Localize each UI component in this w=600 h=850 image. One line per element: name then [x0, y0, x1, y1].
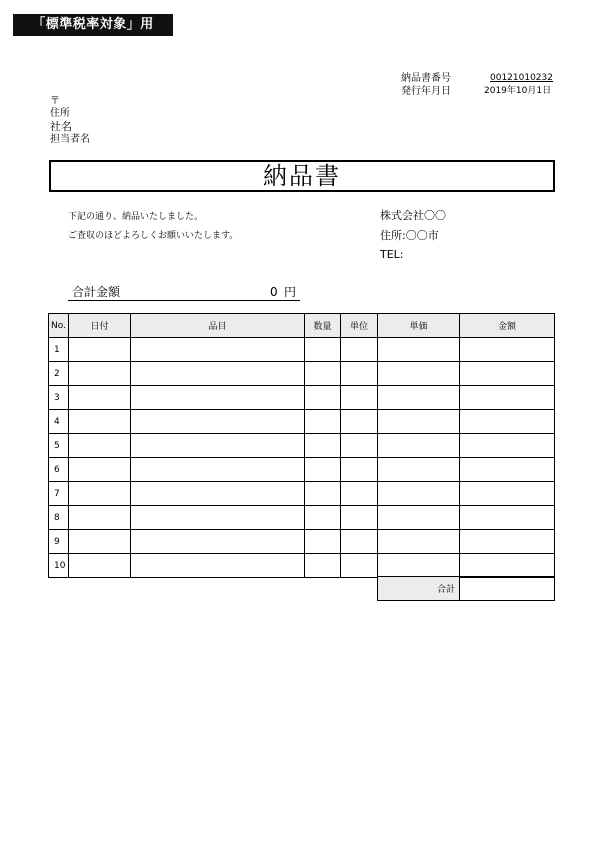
cell-item[interactable]	[131, 506, 305, 530]
cell-amount[interactable]	[460, 506, 555, 530]
cell-unit-price[interactable]	[378, 434, 460, 458]
cell-date[interactable]	[69, 458, 131, 482]
cell-date[interactable]	[69, 362, 131, 386]
row-number: 10	[49, 554, 69, 578]
total-amount-unit: 円	[284, 285, 297, 299]
issuer-company: 株式会社〇〇	[380, 209, 446, 222]
header-item: 品目	[131, 314, 305, 338]
table-row	[49, 458, 555, 482]
cell-date[interactable]	[69, 554, 131, 578]
cell-date[interactable]	[69, 530, 131, 554]
table-row	[49, 506, 555, 530]
cell-amount[interactable]	[460, 386, 555, 410]
message-line-2: ご査収のほどよろしくお願いいたします。	[68, 231, 239, 241]
sum-row	[378, 577, 555, 601]
cell-date[interactable]	[69, 506, 131, 530]
cell-date[interactable]	[69, 386, 131, 410]
cell-item[interactable]	[131, 554, 305, 578]
recipient-contact: 担当者名	[50, 134, 90, 145]
cell-quantity[interactable]	[305, 410, 341, 434]
doc-number: 00121010232	[490, 73, 553, 83]
total-amount-value: 0	[270, 285, 278, 299]
table-row	[49, 482, 555, 506]
row-number: 6	[49, 458, 69, 482]
table-header-row	[49, 314, 555, 338]
cell-amount[interactable]	[460, 338, 555, 362]
cell-unit-price[interactable]	[378, 410, 460, 434]
cell-unit[interactable]	[341, 434, 378, 458]
cell-date[interactable]	[69, 482, 131, 506]
sum-table	[377, 576, 555, 601]
cell-item[interactable]	[131, 458, 305, 482]
cell-amount[interactable]	[460, 554, 555, 578]
total-amount-label: 合計金額	[72, 285, 121, 299]
cell-unit-price[interactable]	[378, 482, 460, 506]
cell-quantity[interactable]	[305, 386, 341, 410]
row-number: 8	[49, 506, 69, 530]
cell-item[interactable]	[131, 338, 305, 362]
cell-quantity[interactable]	[305, 506, 341, 530]
issuer-address: 住所:〇〇市	[380, 229, 439, 242]
issue-date-label: 発行年月日	[401, 86, 451, 97]
table-row	[49, 338, 555, 362]
row-number: 1	[49, 338, 69, 362]
cell-quantity[interactable]	[305, 482, 341, 506]
table-row	[49, 362, 555, 386]
table-row	[49, 554, 555, 578]
cell-date[interactable]	[69, 338, 131, 362]
issue-date: 2019年10月1日	[484, 86, 552, 96]
cell-unit[interactable]	[341, 458, 378, 482]
cell-unit-price[interactable]	[378, 554, 460, 578]
sum-value-cell[interactable]	[460, 577, 555, 601]
header-amount: 金額	[460, 314, 555, 338]
cell-item[interactable]	[131, 530, 305, 554]
issuer-tel: TEL:	[380, 248, 404, 261]
table-row	[49, 386, 555, 410]
cell-item[interactable]	[131, 362, 305, 386]
row-number: 2	[49, 362, 69, 386]
cell-unit[interactable]	[341, 506, 378, 530]
cell-unit[interactable]	[341, 530, 378, 554]
items-table	[48, 313, 555, 578]
header-date: 日付	[69, 314, 131, 338]
cell-amount[interactable]	[460, 362, 555, 386]
recipient-company: 社名	[50, 120, 72, 133]
cell-unit-price[interactable]	[378, 338, 460, 362]
row-number: 4	[49, 410, 69, 434]
table-row	[49, 410, 555, 434]
cell-quantity[interactable]	[305, 434, 341, 458]
doc-number-label: 納品書番号	[401, 73, 451, 84]
cell-amount[interactable]	[460, 458, 555, 482]
cell-unit-price[interactable]	[378, 458, 460, 482]
header-unit: 単位	[341, 314, 378, 338]
header-no: No.	[49, 314, 69, 338]
cell-unit-price[interactable]	[378, 386, 460, 410]
cell-unit[interactable]	[341, 482, 378, 506]
header-unit-price: 単価	[378, 314, 460, 338]
row-number: 5	[49, 434, 69, 458]
cell-item[interactable]	[131, 434, 305, 458]
document-title: 納品書	[49, 160, 555, 192]
cell-amount[interactable]	[460, 434, 555, 458]
cell-unit[interactable]	[341, 386, 378, 410]
cell-unit[interactable]	[341, 554, 378, 578]
cell-unit-price[interactable]	[378, 362, 460, 386]
header-quantity: 数量	[305, 314, 341, 338]
cell-date[interactable]	[69, 434, 131, 458]
total-amount-row	[68, 285, 300, 301]
tax-category-badge: 「標準税率対象」用	[13, 14, 173, 36]
cell-unit[interactable]	[341, 362, 378, 386]
sum-label: 合計	[378, 577, 460, 601]
row-number: 9	[49, 530, 69, 554]
cell-quantity[interactable]	[305, 458, 341, 482]
cell-item[interactable]	[131, 482, 305, 506]
cell-amount[interactable]	[460, 482, 555, 506]
cell-unit-price[interactable]	[378, 530, 460, 554]
cell-quantity[interactable]	[305, 362, 341, 386]
cell-quantity[interactable]	[305, 554, 341, 578]
message-line-1: 下記の通り、納品いたしました。	[68, 212, 204, 222]
cell-item[interactable]	[131, 410, 305, 434]
table-row	[49, 530, 555, 554]
cell-amount[interactable]	[460, 410, 555, 434]
recipient-address: 住所	[50, 108, 70, 119]
cell-unit[interactable]	[341, 410, 378, 434]
row-number: 3	[49, 386, 69, 410]
cell-amount[interactable]	[460, 530, 555, 554]
table-row	[49, 434, 555, 458]
cell-item[interactable]	[131, 386, 305, 410]
cell-quantity[interactable]	[305, 338, 341, 362]
row-number: 7	[49, 482, 69, 506]
cell-date[interactable]	[69, 410, 131, 434]
cell-quantity[interactable]	[305, 530, 341, 554]
recipient-postal: 〒	[50, 96, 60, 107]
cell-unit[interactable]	[341, 338, 378, 362]
cell-unit-price[interactable]	[378, 506, 460, 530]
